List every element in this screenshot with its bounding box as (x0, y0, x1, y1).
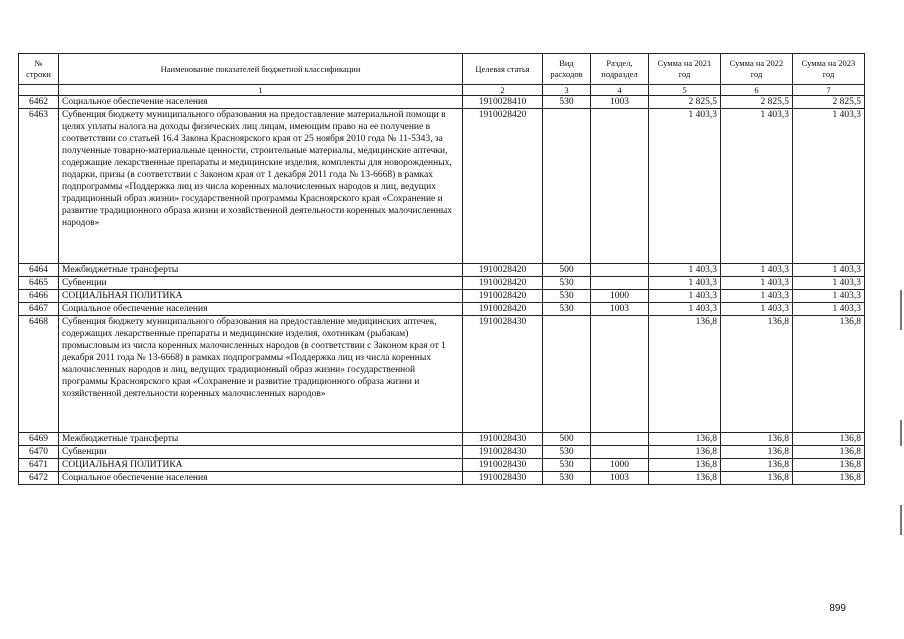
target-article: 1910028430 (463, 446, 543, 459)
section-subsection (591, 277, 649, 290)
target-article: 1910028420 (463, 264, 543, 277)
sum-2021: 1 403,3 (649, 109, 721, 264)
sum-2022: 136,8 (721, 459, 793, 472)
target-article: 1910028430 (463, 459, 543, 472)
row-number: 6470 (19, 446, 59, 459)
table-row (19, 446, 865, 459)
sum-2023: 136,8 (793, 446, 865, 459)
indicator-name: Субвенция бюджету муниципального образования на предоставление материальной помощи в целях уплаты налога на доходы физических лиц лицам, имеющим право на ее получение в соответствии со статьей 16.4 Закона Красноярского края от 25 ноября 2010 года № 11-5343, за полученные товарно-материальные ценности, строительные материалы, медицинские аптечки, содержащие лекарственные препараты и медицинские изделия, комплекты для новорожденных, подарки, призы (в соответствии с Законом края от 1 декабря 2011 года № 13-6668) в рамках подпрограммы «Поддержка лиц из числа коренных малочисленных народов и лиц, ведущих традиционный образ жизни» государственной программы Красноярского края «Сохранение и развитие традиционного образа жизни и хозяйственной деятельности коренных малочисленных народов» (59, 109, 463, 264)
expense-type: 530 (543, 277, 591, 290)
sum-2021: 136,8 (649, 472, 721, 485)
table-row (19, 290, 865, 303)
indicator-name: Межбюджетные трансферты (59, 433, 463, 446)
section-subsection (591, 433, 649, 446)
table-row (19, 433, 865, 446)
indicator-name: Социальное обеспечение населения (59, 472, 463, 485)
sum-2022: 136,8 (721, 316, 793, 433)
sum-2022: 1 403,3 (721, 303, 793, 316)
expense-type: 530 (543, 290, 591, 303)
expense-type: 530 (543, 96, 591, 109)
sum-2023: 2 825,5 (793, 96, 865, 109)
row-number: 6472 (19, 472, 59, 485)
column-number: 5 (649, 85, 721, 96)
expense-type (543, 316, 591, 433)
target-article: 1910028420 (463, 109, 543, 264)
section-subsection (591, 109, 649, 264)
header-sum-2023: Сумма на 2023 год (793, 54, 865, 85)
indicator-name: Социальное обеспечение населения (59, 96, 463, 109)
column-number: 3 (543, 85, 591, 96)
section-subsection: 1000 (591, 459, 649, 472)
table-row (19, 303, 865, 316)
row-number: 6469 (19, 433, 59, 446)
sum-2021: 1 403,3 (649, 264, 721, 277)
header-sum-2021: Сумма на 2021 год (649, 54, 721, 85)
expense-type: 500 (543, 264, 591, 277)
budget-document (18, 53, 864, 485)
budget-table (18, 53, 865, 485)
section-subsection (591, 316, 649, 433)
sum-2023: 1 403,3 (793, 109, 865, 264)
sum-2023: 1 403,3 (793, 264, 865, 277)
sum-2023: 1 403,3 (793, 290, 865, 303)
page-number: 899 (829, 603, 846, 614)
header-sum-2022: Сумма на 2022 год (721, 54, 793, 85)
sum-2023: 136,8 (793, 433, 865, 446)
column-number: 1 (59, 85, 463, 96)
section-subsection: 1003 (591, 303, 649, 316)
sum-2021: 1 403,3 (649, 303, 721, 316)
sum-2022: 136,8 (721, 472, 793, 485)
table-header-row (19, 54, 865, 85)
section-subsection: 1003 (591, 96, 649, 109)
table-row (19, 264, 865, 277)
indicator-name: Субвенции (59, 277, 463, 290)
table-row (19, 109, 865, 264)
row-number: 6471 (19, 459, 59, 472)
indicator-name: Субвенции (59, 446, 463, 459)
sum-2022: 2 825,5 (721, 96, 793, 109)
expense-type: 500 (543, 433, 591, 446)
header-vid: Вид расходов (543, 54, 591, 85)
sum-2022: 1 403,3 (721, 264, 793, 277)
sum-2023: 136,8 (793, 316, 865, 433)
header-num: № строки (19, 54, 59, 85)
table-row (19, 459, 865, 472)
table-body (19, 96, 865, 485)
sum-2022: 136,8 (721, 446, 793, 459)
target-article: 1910028420 (463, 277, 543, 290)
table-row (19, 316, 865, 433)
target-article: 1910028430 (463, 433, 543, 446)
indicator-name: Межбюджетные трансферты (59, 264, 463, 277)
indicator-name: СОЦИАЛЬНАЯ ПОЛИТИКА (59, 290, 463, 303)
scan-edge-mark (900, 290, 902, 330)
column-number: 4 (591, 85, 649, 96)
section-subsection (591, 446, 649, 459)
table-row (19, 472, 865, 485)
sum-2022: 1 403,3 (721, 277, 793, 290)
sum-2022: 136,8 (721, 433, 793, 446)
sum-2021: 136,8 (649, 316, 721, 433)
row-number: 6467 (19, 303, 59, 316)
indicator-name: Социальное обеспечение населения (59, 303, 463, 316)
sum-2022: 1 403,3 (721, 109, 793, 264)
row-number: 6468 (19, 316, 59, 433)
sum-2021: 2 825,5 (649, 96, 721, 109)
header-razd: Раздел, подраздел (591, 54, 649, 85)
column-number: 2 (463, 85, 543, 96)
row-number: 6463 (19, 109, 59, 264)
table-row (19, 96, 865, 109)
scan-edge-mark (900, 420, 902, 446)
header-code: Целевая статья (463, 54, 543, 85)
scan-edge-mark (900, 505, 902, 535)
sum-2021: 136,8 (649, 446, 721, 459)
header-name: Наименование показателей бюджетной классификации (59, 54, 463, 85)
indicator-name: Субвенция бюджету муниципального образования на предоставление медицинских аптечек, содержащих лекарственные препараты и медицинские изделия, охотникам (рыбакам) промысловым из числа коренных малочисленных народов (в соответствии с Законом края от 1 декабря 2011 года № 13-6668) в рамках подпрограммы «Поддержка лиц из числа коренных малочисленных народов и лиц, ведущих традиционный образ жизни» государственной программы Красноярского края «Сохранение и развитие традиционного образа жизни и хозяйственной деятельности коренных малочисленных народов» (59, 316, 463, 433)
target-article: 1910028410 (463, 96, 543, 109)
section-subsection (591, 264, 649, 277)
target-article: 1910028420 (463, 290, 543, 303)
expense-type: 530 (543, 446, 591, 459)
expense-type: 530 (543, 472, 591, 485)
indicator-name: СОЦИАЛЬНАЯ ПОЛИТИКА (59, 459, 463, 472)
sum-2021: 136,8 (649, 433, 721, 446)
sum-2021: 1 403,3 (649, 290, 721, 303)
sum-2023: 136,8 (793, 459, 865, 472)
sum-2023: 1 403,3 (793, 277, 865, 290)
target-article: 1910028430 (463, 472, 543, 485)
row-number: 6466 (19, 290, 59, 303)
expense-type (543, 109, 591, 264)
table-row (19, 277, 865, 290)
target-article: 1910028430 (463, 316, 543, 433)
row-number: 6464 (19, 264, 59, 277)
expense-type: 530 (543, 459, 591, 472)
sum-2023: 1 403,3 (793, 303, 865, 316)
column-number-blank (19, 85, 59, 96)
sum-2023: 136,8 (793, 472, 865, 485)
row-number: 6465 (19, 277, 59, 290)
row-number: 6462 (19, 96, 59, 109)
sum-2021: 136,8 (649, 459, 721, 472)
column-number-row (19, 85, 865, 96)
section-subsection: 1000 (591, 290, 649, 303)
target-article: 1910028420 (463, 303, 543, 316)
column-number: 6 (721, 85, 793, 96)
expense-type: 530 (543, 303, 591, 316)
section-subsection: 1003 (591, 472, 649, 485)
sum-2021: 1 403,3 (649, 277, 721, 290)
sum-2022: 1 403,3 (721, 290, 793, 303)
column-number: 7 (793, 85, 865, 96)
